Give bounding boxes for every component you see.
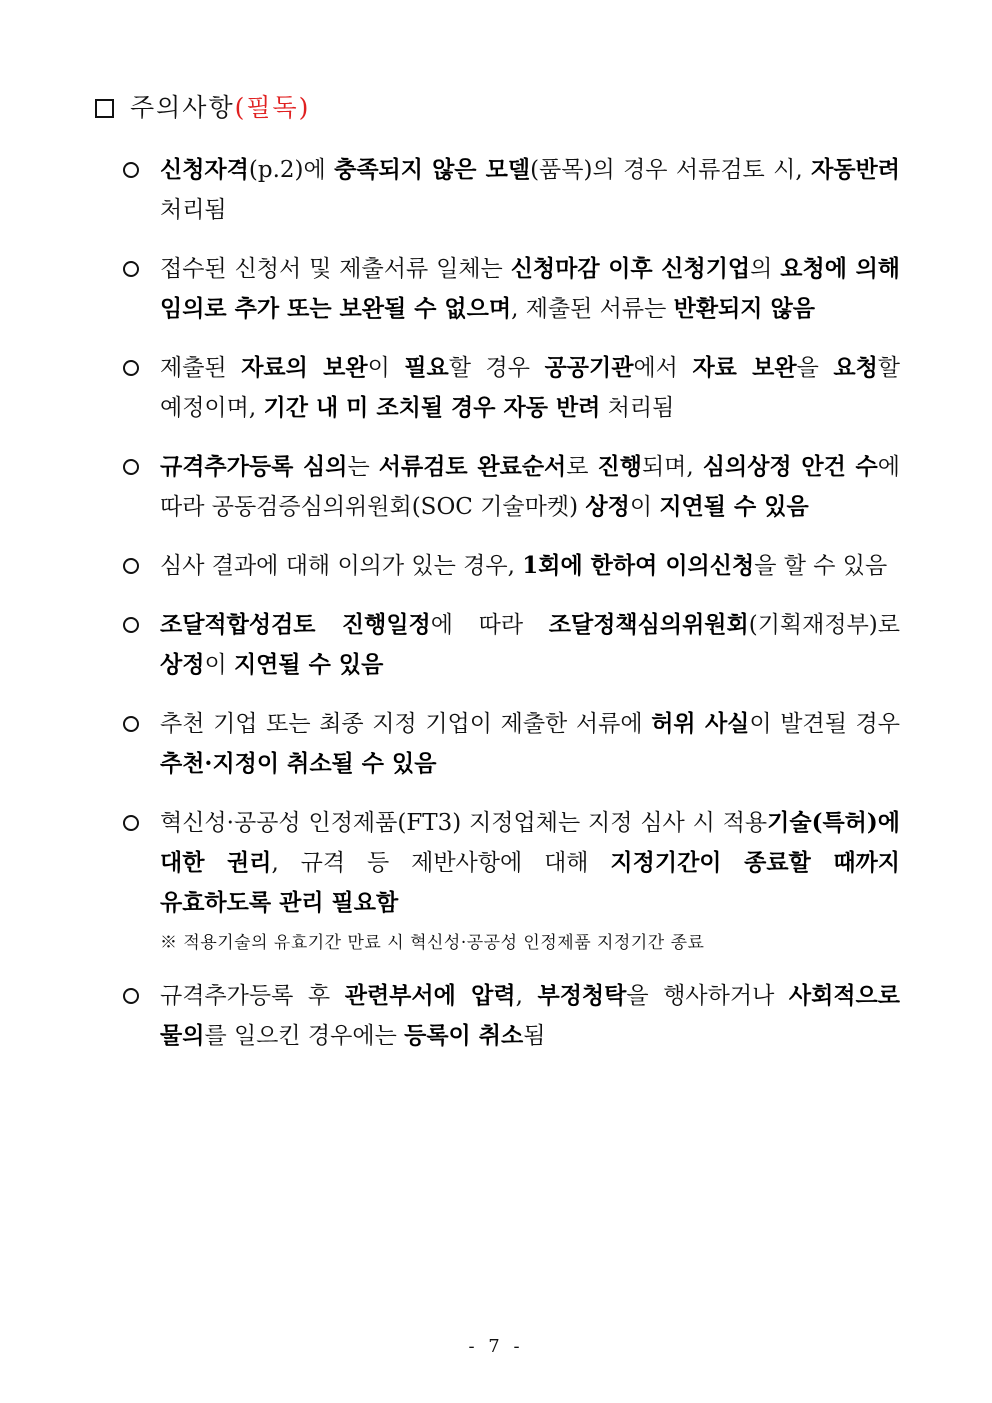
text-segment: 할 예정이며, [160,355,901,421]
text-segment: 제출된 [160,355,242,381]
text-segment: 접수된 신청서 및 제출서류 일체는 [160,256,511,282]
emphasized-text: 심의상정 안건 수 [702,453,878,480]
page-number: - 7 - [468,1336,524,1357]
circle-bullet-icon [123,360,139,376]
emphasized-text: 조달정책심의위원회 [548,611,749,638]
notice-list [120,150,900,1056]
text-segment: (p.2)에 [248,157,335,183]
list-item-text [160,256,900,322]
text-segment: 심사 결과에 대해 이의가 있는 경우, [160,553,523,579]
text-segment: 이 발견될 경우 [749,711,900,737]
text-segment: , 규격 등 제반사항에 대해 [271,850,611,876]
text-segment: 에 따라 [430,612,549,638]
list-item-text [160,454,900,520]
circle-bullet-icon [123,716,139,732]
emphasized-text: 반환되지 않음 [673,295,815,322]
emphasized-text: 추천·지정이 취소될 수 있음 [160,750,437,777]
text-segment: 되며, [641,454,703,480]
section-title-accent: (필독) [234,93,311,122]
text-segment: 의 [750,256,781,282]
list-item [120,150,900,230]
emphasized-text: 자료의 보완 [241,354,368,381]
text-segment: 이 [204,652,234,678]
list-item [120,605,900,685]
text-segment: 를 일으킨 경우에는 [204,1023,405,1049]
text-segment: 처리됨 [160,197,227,223]
text-segment: 이 [629,494,660,520]
text-segment: 할 경우 [448,355,545,381]
text-segment: 을 할 수 있음 [754,553,888,579]
text-segment: 을 [796,355,834,381]
text-segment: , [515,983,538,1009]
emphasized-text: 관련부서에 압력 [344,982,516,1009]
list-item [120,249,900,329]
text-segment: 혁신성·공공성 인정제품(FT3) 지정업체는 지정 심사 시 적용 [160,810,768,836]
emphasized-text: 충족되지 않은 모델 [334,156,531,183]
text-segment: 에 따라 공동검증심의위원회(SOC 기술마켓) [160,454,900,520]
emphasized-text: 자동반려 [811,156,900,183]
emphasized-text: 기술(특허)에 대한 권리 [160,809,900,876]
text-segment: 는 [347,454,379,480]
emphasized-text: 기간 내 미 조치될 경우 자동 반려 [263,394,601,421]
list-item [120,803,900,957]
emphasized-text: 지정기간이 종료할 때까지 유효하도록 관리 필요함 [160,849,900,916]
list-item-text [160,612,900,678]
footnote: ※ 적용기술의 유효기간 만료 시 혁신성·공공성 인정제품 지정기간 종료 [160,933,705,953]
circle-bullet-icon [123,558,139,574]
list-item [120,348,900,428]
emphasized-text: 사회적으로 물의 [160,982,900,1049]
circle-bullet-icon [123,261,139,277]
text-segment: (품목)의 경우 서류검토 시, [530,157,812,183]
list-item [120,546,900,586]
emphasized-text: 서류검토 완료순서 [378,453,567,480]
emphasized-text: 상정 [160,651,205,678]
emphasized-text: 1회에 한하여 이의신청 [522,552,755,579]
emphasized-text: 필요 [404,354,449,381]
emphasized-text: 등록이 취소 [404,1022,524,1049]
emphasized-text: 공공기관 [544,354,634,381]
list-item-text [160,553,887,579]
emphasized-text: 요청에 의해 임의로 추가 또는 보완될 수 없으며 [160,255,901,322]
text-segment: 에서 [633,355,693,381]
circle-bullet-icon [123,617,139,633]
text-segment: 로 [566,454,598,480]
text-segment: 을 행사하거나 [626,983,789,1009]
emphasized-text: 상정 [585,493,630,520]
list-item-text [160,157,900,223]
list-item [120,447,900,527]
list-item [120,704,900,784]
text-segment: 됨 [523,1023,546,1049]
section-header [95,90,310,126]
text-segment: , 제출된 서류는 [511,296,674,322]
text-segment: 규격추가등록 후 [160,983,345,1009]
emphasized-text: 규격추가등록 심의 [160,453,348,480]
emphasized-text: 조달적합성검토 진행일정 [160,611,431,638]
list-item [120,976,900,1056]
emphasized-text: 지연될 수 있음 [659,493,809,520]
list-item-text [160,711,900,777]
text-segment: 이 [367,355,405,381]
empty-checkbox-icon [95,99,114,118]
emphasized-text: 신청자격 [160,156,249,183]
circle-bullet-icon [123,988,139,1004]
emphasized-text: 요청 [833,354,878,381]
section-title: 주의사항 [130,93,235,122]
circle-bullet-icon [123,459,139,475]
list-item-text [160,355,900,421]
emphasized-text: 신청마감 이후 신청기업 [510,255,751,282]
text-segment: 처리됨 [600,395,675,421]
circle-bullet-icon [123,162,139,178]
emphasized-text: 허위 사실 [651,710,750,737]
emphasized-text: 진행 [597,453,642,480]
emphasized-text: 지연될 수 있음 [233,651,384,678]
list-item-text [160,983,900,1049]
text-segment: 추천 기업 또는 최종 지정 기업이 제출한 서류에 [160,711,652,737]
list-item-text [160,810,900,916]
circle-bullet-icon [123,815,139,831]
emphasized-text: 자료 보완 [692,354,797,381]
emphasized-text: 부정청탁 [537,982,627,1009]
text-segment: (기획재정부)로 [748,612,900,638]
